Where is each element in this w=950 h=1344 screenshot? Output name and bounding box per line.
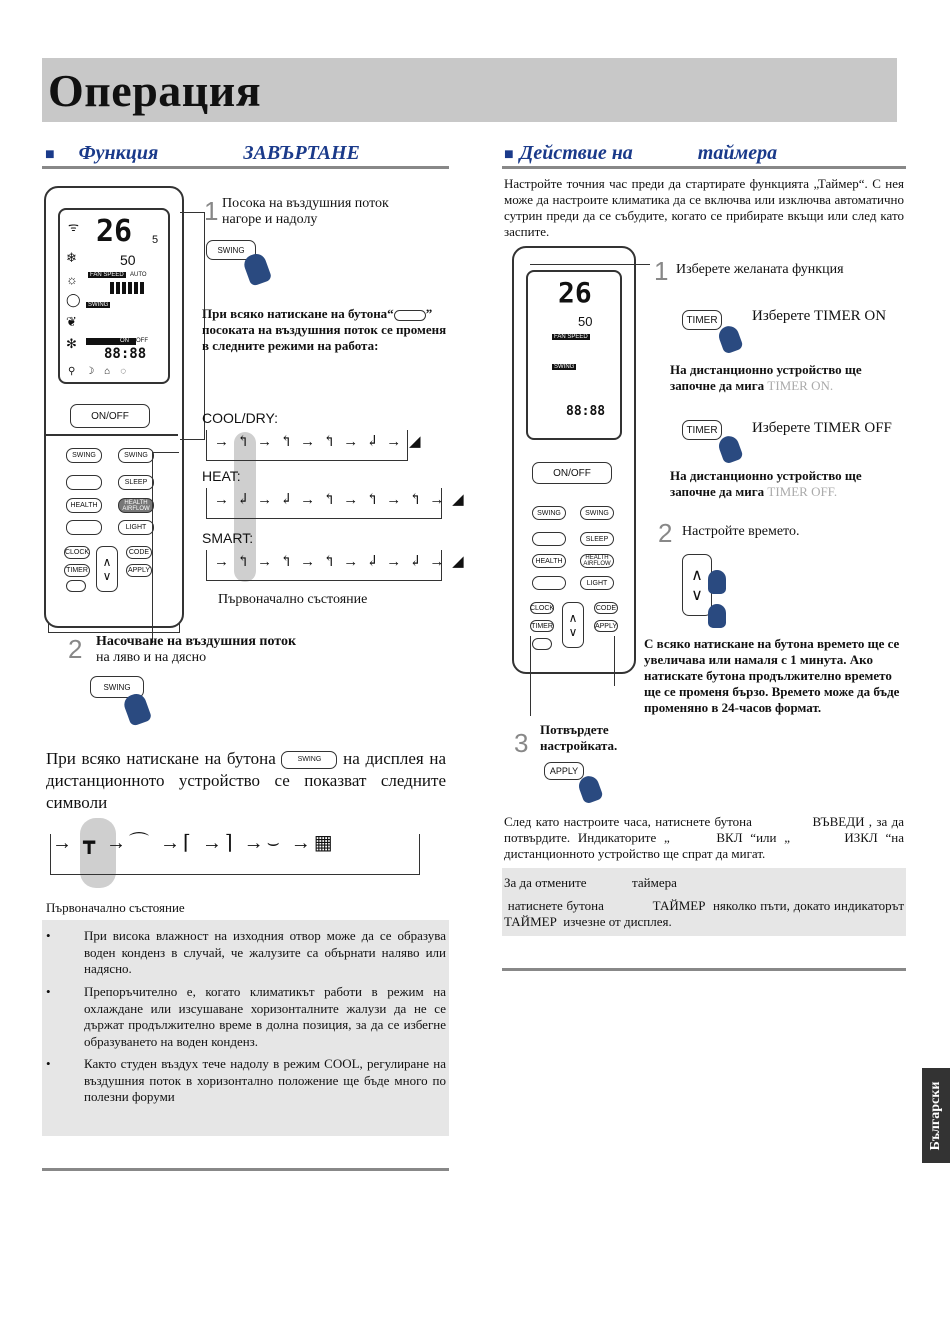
remote-lcd — [58, 208, 170, 384]
swing-horizontal-button[interactable]: SWING — [118, 448, 154, 463]
step-2-right: Настройте времето. — [682, 524, 800, 539]
right-heading: Действие на таймера — [519, 142, 778, 164]
finger-icon-6 — [708, 604, 726, 628]
select-timer-off: Изберете TIMER OFF — [752, 420, 892, 436]
remote-lcd-right — [526, 270, 622, 440]
lcd-temp-dec: 5 — [152, 234, 159, 246]
left-header-rule — [42, 166, 449, 169]
light-button-right[interactable]: LIGHT — [580, 576, 614, 590]
finger-icon-3 — [716, 323, 744, 354]
language-tab — [922, 1068, 950, 1163]
symbols-text-b: на дисплея на дистанционното устройство се показват следните символи — [46, 749, 447, 812]
timer-button-illustration-1: TIMER — [682, 310, 722, 330]
lcd-fan-speed-right: FAN SPEED — [554, 334, 588, 340]
smart-sequence-icons: → ↰ → ↰ → ↰ → ↲ → ↲ → ◢ — [214, 554, 466, 570]
sleep-button-right[interactable]: SLEEP — [580, 532, 614, 546]
press-text-a: При всяко натискане на бутона“ — [202, 306, 394, 321]
left-heading: Функция ЗАВЪРТАНЕ — [78, 142, 360, 164]
note-3: Както студен въздух тече надолу в режим COOL, регулиране на въздушния поток в хоризонтално положение ще бъде много по полезни форуми — [84, 1056, 446, 1104]
small-button[interactable] — [66, 580, 86, 592]
timer-on-blink: TIMER ON. — [767, 378, 834, 393]
clock-button[interactable]: CLOCK — [64, 546, 90, 559]
sleep-button[interactable]: SLEEP — [118, 475, 154, 490]
drop-icon: ◯ — [66, 292, 81, 307]
lcd-temp: 26 — [96, 214, 133, 249]
onoff-button[interactable]: ON/OFF — [70, 404, 150, 428]
lcd-temp-right: 26 — [558, 276, 592, 309]
timer-off-desc-text: На дистанционно устройство ще започне да мига — [670, 468, 862, 499]
step-2-number-left: 2 — [68, 634, 83, 664]
onoff-button-right[interactable]: ON/OFF — [532, 462, 612, 484]
finger-icon-2 — [122, 691, 153, 727]
timer-on-desc-text: На дистанционно устройство ще започне да мига — [670, 362, 862, 393]
remote-control-right — [512, 246, 636, 674]
mode-cool-dry: COOL/DRY: — [202, 410, 278, 426]
bullet-1: • — [46, 928, 51, 943]
language-tab-label: Български — [928, 1081, 943, 1150]
lcd-time: 88:88 — [104, 346, 147, 362]
finger-icon-4 — [716, 433, 744, 464]
note-1: При висока влажност на изходния отвор може да се образува воден конденз в случай, че жалузите са обърнати наляво или надясно. — [84, 928, 446, 976]
square-bullet-icon-2: ■ — [504, 146, 514, 163]
symbols-intro — [46, 748, 446, 814]
step-3-right: Потвърдете настройката. — [540, 722, 618, 753]
blank-button-right-2[interactable] — [532, 576, 566, 590]
lcd-fan-speed: FAN SPEED — [90, 272, 124, 278]
right-header-rule — [502, 166, 906, 169]
swing-button-right-2[interactable]: SWING — [580, 506, 614, 520]
light-button[interactable]: LIGHT — [118, 520, 154, 535]
mode-heat: HEAT: — [202, 468, 241, 484]
lcd-bottom-icons: ⚲☽⌂◌ — [68, 366, 137, 377]
finger-icon — [242, 251, 273, 287]
step-2-sub-left: на ляво и на дясно — [96, 650, 207, 665]
square-bullet-icon: ■ — [45, 146, 55, 163]
apply-button-right[interactable]: APPLY — [594, 620, 618, 632]
step-1-number-right: 1 — [654, 256, 669, 286]
lcd-on: ON — [120, 338, 129, 344]
symbols-text-a: При всяко натискане на бутона — [46, 749, 276, 768]
step-1-number-left: 1 — [204, 196, 219, 226]
title-banner — [42, 58, 897, 122]
snow-icon: ❄ — [66, 250, 77, 265]
lcd-off: OFF — [136, 338, 148, 344]
up-down-illustration: ∧ ∨ — [682, 554, 712, 616]
cancel-title: За да отмените таймера — [504, 875, 677, 890]
lcd-humidity: 50 — [120, 252, 136, 268]
page-title: Операция — [48, 65, 262, 116]
notes-box — [42, 920, 449, 1136]
right-section-header — [504, 142, 906, 165]
press-text-left — [202, 306, 450, 354]
blank-button-right[interactable] — [532, 532, 566, 546]
step-2-desc-right: С всяко натискане на бутона времето ще се увеличава или намаля с 1 минута. Ако натискате бутона продължително времето ще се променя бързо. Времето може да бъде променяно в 24-часов формат. — [644, 636, 900, 715]
timer-button-illustration-2: TIMER — [682, 420, 722, 440]
signal-icon: ᯤ — [68, 220, 79, 234]
mode-smart: SMART: — [202, 530, 254, 546]
timer-intro: Настройте точния час преди да стартирате функцията „Таймер“. С нея може да настроите климатика да се включва или изключва автоматично сутрин преди да се събудите, когато се прибирате вкъщи или след като заспите. — [504, 176, 904, 239]
up-down-button-right[interactable]: ∧ ∨ — [562, 602, 584, 648]
right-connector-1 — [530, 264, 650, 265]
timer-button-right[interactable]: TIMER — [530, 620, 554, 632]
sun-icon: ☼ — [66, 272, 78, 287]
cancel-box — [502, 868, 943, 936]
timer-button[interactable]: TIMER — [64, 564, 90, 577]
swing-button-right-1[interactable]: SWING — [532, 506, 566, 520]
code-button-right[interactable]: CODE — [594, 602, 618, 614]
connector-line-2 — [152, 452, 179, 643]
code-button[interactable]: CODE — [126, 546, 152, 559]
swing-vertical-button[interactable]: SWING — [66, 448, 102, 463]
press-text-b: ” посоката на въздушния поток се променя в следните режими на работа: — [202, 306, 447, 353]
lcd-swing: SWING — [88, 302, 109, 308]
cancel-text: натиснете бутона ТАЙМЕР няколко пъти, докато индикаторът ТАЙМЕР изчезне от дисплея. — [504, 898, 943, 929]
after-text: След като настроите часа, натиснете бутона ВЪВЕДИ , за да потвърдите. Индикаторите „ ВКЛ “или „ ИЗКЛ “на дистанционното устройство ще спрат да мигат. — [504, 814, 908, 861]
step-1-right: Изберете желаната функция — [676, 262, 844, 277]
swing-inline-icon-2: SWING — [281, 751, 337, 769]
step-3-number-right: 3 — [514, 728, 529, 758]
fan-bars — [110, 282, 144, 294]
initial-state-label: Първоначално състояние — [218, 592, 368, 607]
right-footer-rule — [502, 968, 906, 971]
lcd-humidity-right: 50 — [578, 314, 593, 329]
initial-state-label-2: Първоначално състояние — [46, 900, 185, 915]
apply-button-illustration: APPLY — [544, 762, 584, 780]
left-footer-rule — [42, 1168, 449, 1171]
note-2: Препоръчително е, когато климатикът работи в режим на охлаждане или изсушаване хоризонталните жалузи да не се държат продължително време в долна позиция, за да се избегне образуването на воден конденз. — [84, 984, 446, 1049]
step-2-title-left: Насочване на въздушния поток — [96, 634, 297, 649]
step-1-title-left: Посока на въздушния поток нагоре и надолу — [222, 196, 389, 227]
swing-lr-button-illustration: SWING — [90, 676, 144, 698]
step-2-number-right: 2 — [658, 518, 673, 548]
select-timer-on: Изберете TIMER ON — [752, 308, 887, 324]
cool-sequence-icons: → ↰ → ↰ → ↰ → ↲ → ◢ — [214, 434, 423, 450]
leaf-icon: ❦ — [66, 314, 77, 329]
health-button-right[interactable]: HEALTH — [532, 554, 566, 568]
apply-button[interactable]: APPLY — [126, 564, 152, 577]
swing-button-illustration: SWING — [206, 240, 256, 260]
small-button-right[interactable] — [532, 638, 552, 650]
blank-button-1[interactable] — [66, 475, 102, 490]
right-connector-2 — [596, 636, 615, 686]
health-button[interactable]: HEALTH — [66, 498, 102, 513]
bullet-3: • — [46, 1056, 51, 1071]
health-airflow-button[interactable]: HEALTH AIRFLOW — [118, 498, 154, 513]
remote-divider — [46, 434, 178, 436]
left-section-header — [45, 142, 449, 165]
right-connector-3 — [530, 636, 531, 716]
heat-sequence-icons: → ↲ → ↲ → ↰ → ↰ → ↰ → ◢ — [214, 492, 466, 508]
fan-icon: ✻ — [66, 336, 77, 351]
lcd-swing-right: SWING — [554, 364, 575, 370]
clock-button-right[interactable]: CLOCK — [530, 602, 554, 614]
timer-off-blink: TIMER OFF. — [767, 484, 838, 499]
finger-icon-5 — [708, 570, 726, 594]
bullet-2: • — [46, 984, 51, 999]
blank-button-2[interactable] — [66, 520, 102, 535]
timer-off-desc — [670, 468, 890, 500]
lcd-time-right: 88:88 — [566, 404, 606, 419]
up-down-button[interactable]: ∧ ∨ — [96, 546, 118, 592]
timer-on-desc — [670, 362, 890, 394]
connector-dot — [180, 450, 181, 452]
swing-inline-icon — [394, 310, 426, 321]
lcd-auto: AUTO — [130, 272, 147, 278]
health-airflow-right[interactable]: HEALTH AIRFLOW — [580, 554, 614, 568]
symbol-sequence-icons: → ┳ →⌒ →⌈ →⌉ →⌣ →▦ — [52, 832, 336, 854]
